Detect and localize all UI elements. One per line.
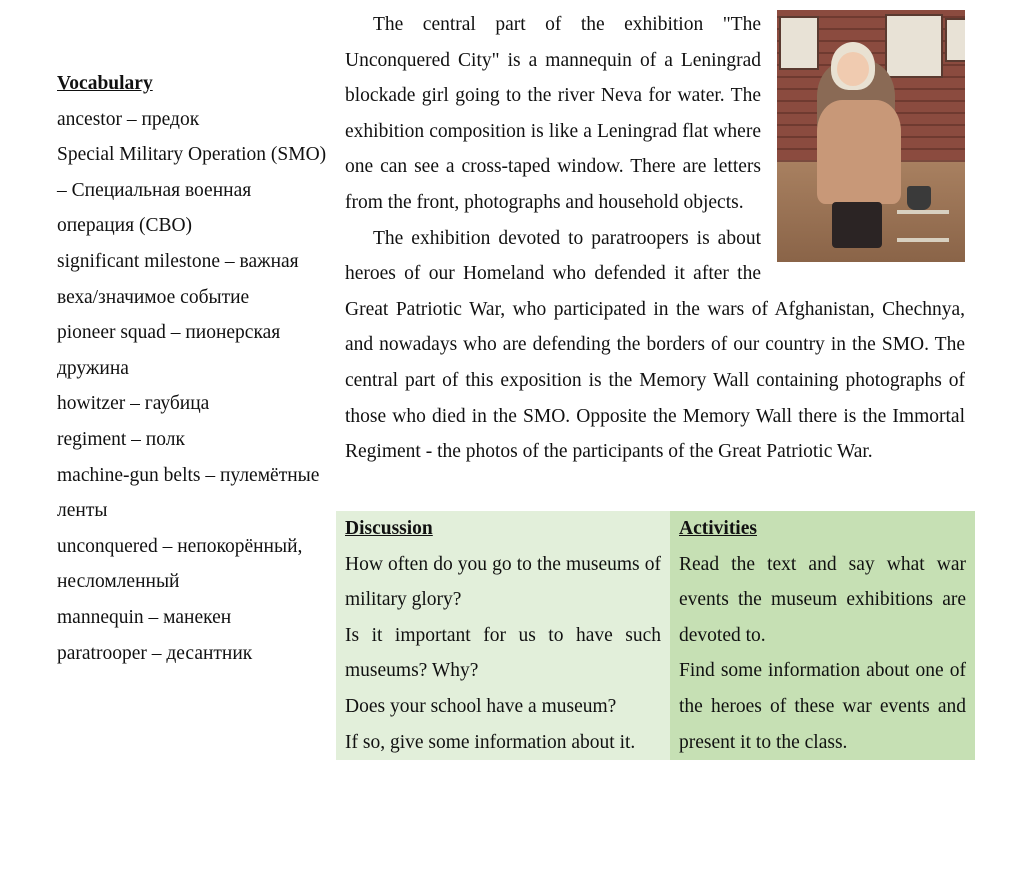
photo-coat xyxy=(817,100,901,204)
photo-window xyxy=(779,16,819,70)
activities-title: Activities xyxy=(679,518,757,539)
activity-item: Find some information about one of the heroes of these war events and present it to the class. xyxy=(679,660,966,753)
photo-poster xyxy=(885,14,943,78)
photo-poster xyxy=(945,18,965,62)
discussion-question: Is it important for us to have such museums? Why? xyxy=(345,624,661,682)
paragraph-paratroopers: The exhibition devoted to paratroopers is about heroes of our Homeland who defended it after the Great Patriotic War, who participated in the wars of Afghanistan, Chechnya, and nowadays who are defending the borders of our country in the SMO. The central part of this exposition is the Memory Wall containing photographs of those who died in the SMO. Opposite the Memory Wall there is the Immortal Regiment - the photos of the participants of the Great Patriotic War. xyxy=(345,227,965,463)
discussion-question: Does your school have a museum? xyxy=(345,695,617,717)
vocabulary-entry: machine-gun belts – пулемётные ленты xyxy=(57,464,320,522)
discussion-activities-table xyxy=(336,511,975,760)
discussion-question: If so, give some information about it. xyxy=(345,731,636,753)
paragraph-unconquered-city xyxy=(345,7,965,221)
photo-bucket xyxy=(907,186,931,210)
main-text xyxy=(345,7,965,470)
vocabulary-section xyxy=(57,66,327,671)
vocabulary-entry: significant milestone – важная веха/значимое событие xyxy=(57,250,299,308)
discussion-title: Discussion xyxy=(345,518,433,539)
vocabulary-entry: mannequin – манекен xyxy=(57,606,232,628)
photo-sled xyxy=(897,210,949,242)
activities-column xyxy=(670,511,975,760)
photo-face xyxy=(837,52,869,86)
vocabulary-entry: unconquered – непокорённый, несломленный xyxy=(57,535,303,593)
vocabulary-entry: howitzer – гаубица xyxy=(57,393,210,415)
paragraph-text: The central part of the exhibition "The Unconquered City" is a mannequin of a Leningrad blockade girl going to the river Neva for water. The exhibition composition is like a Leningrad flat where one can see a cross-taped window. There are letters from the front, photographs and household objects. xyxy=(345,14,761,213)
discussion-column xyxy=(336,511,670,760)
vocabulary-entry: regiment – полк xyxy=(57,428,185,450)
photo-boots xyxy=(832,202,882,248)
vocabulary-entry: ancestor – предок xyxy=(57,108,200,130)
vocabulary-entry: pioneer squad – пионерская дружина xyxy=(57,322,281,379)
discussion-question: How often do you go to the museums of military glory? xyxy=(345,553,661,611)
vocabulary-title: Vocabulary xyxy=(57,73,153,94)
vocabulary-entry: Special Military Operation (SMO) – Специальная военная операция (СВО) xyxy=(57,144,327,237)
mannequin-photo xyxy=(777,10,965,262)
activity-item: Read the text and say what war events the museum exhibitions are devoted to. xyxy=(679,553,966,646)
vocabulary-entry: paratrooper – десантник xyxy=(57,642,253,664)
